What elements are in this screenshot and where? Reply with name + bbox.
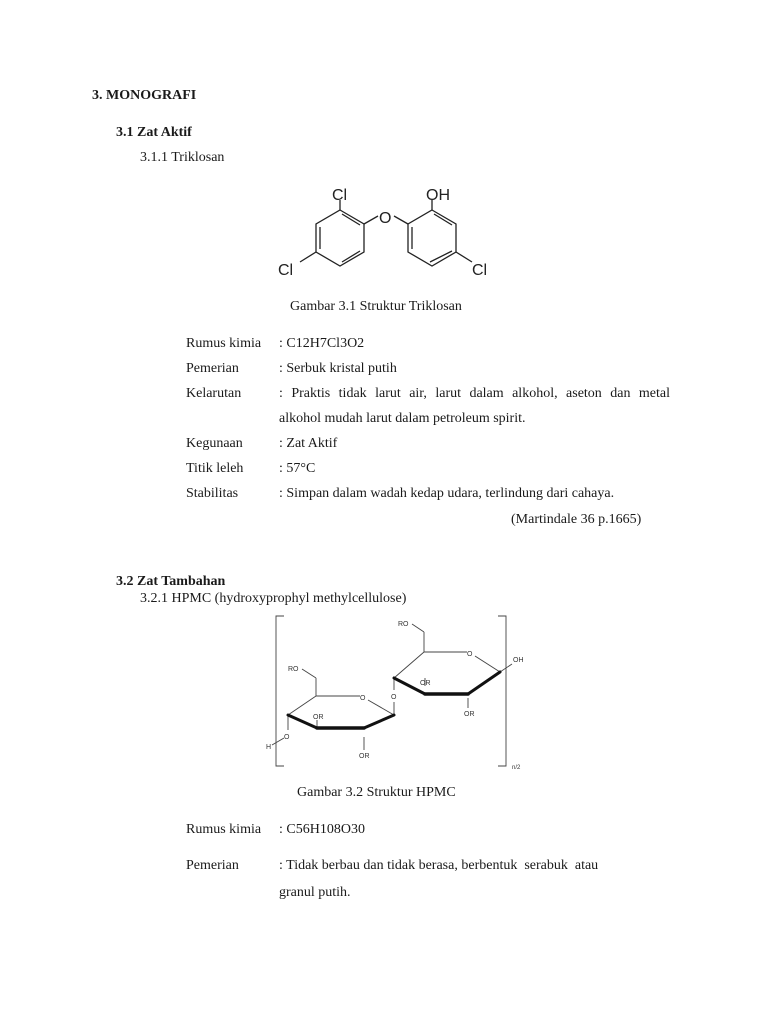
subsection-title-zat-tambahan: 3.2 Zat Tambahan xyxy=(116,574,226,589)
property-value-continued: alkohol mudah larut dalam petroleum spirit. xyxy=(279,411,526,426)
label-o-bridge: O xyxy=(379,210,392,227)
label-cl-top: Cl xyxy=(332,187,348,204)
property-label: Pemerian xyxy=(186,361,239,376)
label-h: H xyxy=(266,744,272,751)
property-label: Kegunaan xyxy=(186,436,243,451)
figure-caption-hpmc: Gambar 3.2 Struktur HPMC xyxy=(297,785,456,800)
label-cl-left: Cl xyxy=(278,262,294,279)
label-cl-right: Cl xyxy=(472,262,488,279)
label-o-h: O xyxy=(284,734,290,741)
property-value: : Simpan dalam wadah kedap udara, terlindung dari cahaya. xyxy=(279,486,615,501)
triclosan-structure-diagram xyxy=(270,180,510,280)
label-ro-left: RO xyxy=(288,666,299,673)
property-value: : Tidak berbau dan tidak berasa, berbentuk serabuk atau xyxy=(279,858,599,873)
item-title-triklosan: 3.1.1 Triklosan xyxy=(140,150,225,165)
label-or-1: OR xyxy=(313,714,324,721)
property-label: Kelarutan xyxy=(186,386,242,401)
label-or-2: OR xyxy=(359,753,370,760)
label-o-link: O xyxy=(391,694,397,701)
hpmc-structure-diagram xyxy=(262,612,552,772)
property-value: : Serbuk kristal putih xyxy=(279,361,397,376)
property-label: Rumus kimia xyxy=(186,336,262,351)
property-value: : 57°C xyxy=(279,461,316,476)
property-label: Rumus kimia xyxy=(186,822,262,837)
subsection-title-zat-aktif: 3.1 Zat Aktif xyxy=(116,125,192,140)
item-title-hpmc: 3.2.1 HPMC (hydroxyprophyl methylcellulose) xyxy=(140,591,407,606)
label-subscript-n2: n/2 xyxy=(512,765,521,771)
label-o-ring-right: O xyxy=(467,651,473,658)
property-value: : C56H108O30 xyxy=(279,822,365,837)
figure-caption-triklosan: Gambar 3.1 Struktur Triklosan xyxy=(290,299,462,314)
property-value: : Praktis tidak larut air, larut dalam alkohol, aseton dan metal xyxy=(279,386,670,401)
section-title: 3. MONOGRAFI xyxy=(92,88,197,103)
label-or-3: OR xyxy=(420,680,431,687)
label-oh: OH xyxy=(426,187,450,204)
property-label: Titik leleh xyxy=(186,461,244,476)
label-or-4: OR xyxy=(464,711,475,718)
property-label: Stabilitas xyxy=(186,486,239,501)
label-oh: OH xyxy=(513,657,524,664)
label-ro-right: RO xyxy=(398,621,409,628)
property-value-continued: granul putih. xyxy=(279,885,351,900)
property-value: : C12H7Cl3O2 xyxy=(279,336,365,351)
property-label: Pemerian xyxy=(186,858,239,873)
reference-citation: (Martindale 36 p.1665) xyxy=(511,512,642,527)
label-o-ring-left: O xyxy=(360,695,366,702)
property-value: : Zat Aktif xyxy=(279,436,338,451)
